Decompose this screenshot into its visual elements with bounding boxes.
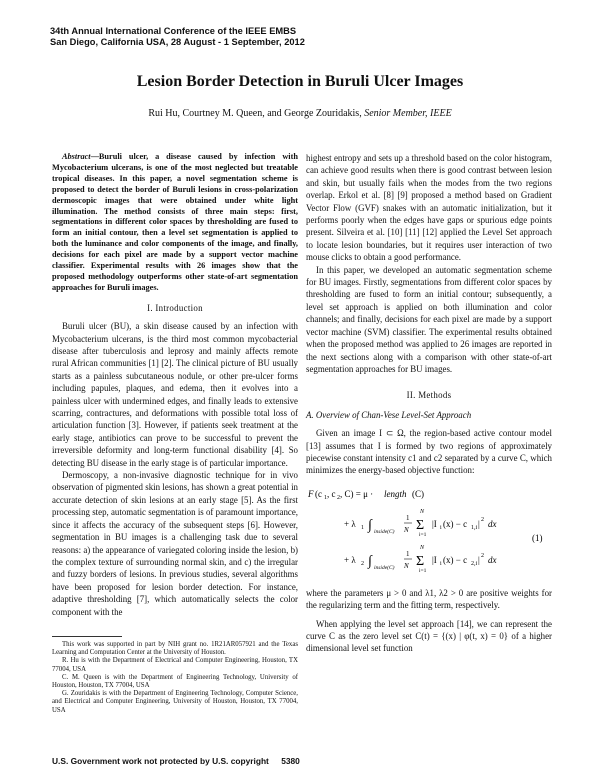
svg-text:(c: (c xyxy=(315,488,322,499)
author-names: Rui Hu, Courtney M. Queen, and George Zouridakis, xyxy=(148,108,362,119)
right-paragraph-2: In this paper, we developed an automatic segmentation scheme for BU images. Firstly, segmentations from different color spaces by thresholding are fused to form an initial contour; subsequently, a level set approach is applied on both illumination and color channels; and finally, decisions for each pixel are made by a support vector machine (SVM) classifier. The experimental results obtained when the proposed method was applied to 26 images are reported in the next sections along with a comparison with other state-of-art segmentation approaches for BU images. xyxy=(306,264,552,374)
svg-text:i: i xyxy=(440,560,442,567)
svg-text:1: 1 xyxy=(406,513,410,522)
footnotes xyxy=(52,636,298,715)
svg-text:length: length xyxy=(384,488,407,499)
svg-text:1: 1 xyxy=(361,524,364,531)
svg-text:|: | xyxy=(478,518,480,529)
footnote-rule xyxy=(52,636,122,637)
svg-text:∫: ∫ xyxy=(368,517,372,533)
svg-text:1,i: 1,i xyxy=(471,524,478,531)
svg-text:N: N xyxy=(420,508,425,515)
section-heading-methods: II. Methods xyxy=(406,390,452,401)
equation-number: (1) xyxy=(532,532,543,543)
svg-text:, c: , c xyxy=(327,488,336,499)
svg-text:F: F xyxy=(308,488,314,499)
svg-text:i: i xyxy=(440,524,442,531)
footnote-author-1: R. Hu is with the Department of Electrical and Computer Engineering, Houston, TX 77004, USA xyxy=(52,657,298,673)
right-column xyxy=(306,152,552,655)
equation-graphic xyxy=(306,483,552,579)
svg-text:2: 2 xyxy=(481,516,484,523)
intro-paragraph-2: Dermoscopy, a non-invasive diagnostic technique for in vivo observation of pigmented skin lesions, has shown a great potential in accurate detection of skin lesions at an early stage [5]. As the first processing step, automatic segmentation is of paramount importance, since it affects the accuracy of the subsequent steps [6]. However, segmentation in BU images is a challenging task due to several reasons: a) the appearance of variegated coloring inside the lesion, b) the complex texture of surrounding normal skin, and c) the irregular and fuzzy borders of lesions. In previous studies, several algorithms have been proposed for lesion border detection. For instance, adaptive thresholding [7], which automatically selects the color component with the xyxy=(52,470,298,617)
abstract-label: Abstract xyxy=(62,152,91,161)
page-footer xyxy=(52,756,300,766)
paper-title: Lesion Border Detection in Buruli Ulcer Images xyxy=(136,73,464,90)
svg-text:2: 2 xyxy=(337,494,340,501)
svg-text:N: N xyxy=(404,525,409,534)
svg-text:(x) − c: (x) − c xyxy=(443,518,468,529)
svg-text:N: N xyxy=(420,544,425,551)
svg-text:1: 1 xyxy=(406,549,410,558)
page-number: 5380 xyxy=(281,756,300,766)
svg-text:i=1: i=1 xyxy=(419,531,427,538)
copyright-notice: U.S. Government work not protected by U.S. copyright xyxy=(52,756,269,766)
intro-paragraph-1: Buruli ulcer (BU), a skin disease caused by an infection with Mycobacterium ulcerans, is the third most common mycobacterial disease after tuberculosis and leprosy and mainly affects remote rural African communities [1] [2]. The clinical picture of BU usually starts as a painless subcutaneous nodule, or other pre-ulcer forms including papules, plaques, and edema, then it evolves into a painless ulcer with undermined edges, and finally leads to extensive scarring, contractures, and deformations with possible total loss of articulation function [3]. However, if patients seek treatment at the early stage, antibiotics can prove to be successful to prevent the irreversible deformity and long-term functional disability [4]. So detecting BU disease in the early stage is of particular importance. xyxy=(52,321,298,468)
methods-paragraph-2: where the parameters μ > 0 and λ1, λ2 > 0 are positive weights for the regularizing term and the fitting term, respectively. xyxy=(306,587,552,611)
svg-text:+ λ: + λ xyxy=(344,518,356,529)
svg-text:(x) − c: (x) − c xyxy=(443,554,468,565)
svg-text:|I: |I xyxy=(432,554,437,565)
conference-line-2: San Diego, California USA, 28 August - 1 September, 2012 xyxy=(50,37,305,47)
svg-text:|I: |I xyxy=(432,518,437,529)
svg-text:i=1: i=1 xyxy=(419,567,427,574)
svg-text:dx: dx xyxy=(488,554,497,565)
svg-text:2: 2 xyxy=(361,560,364,567)
equation-1 xyxy=(306,483,552,579)
methods-paragraph-1: Given an image I ⊂ Ω, the region-based active contour model [13] assumes that I is formed by two regions of approximately piecewise constant intensity c1 and c2 separated by a curve C, which minimizes the energy-based objective function: xyxy=(306,428,552,476)
subsection-heading-a: A. Overview of Chan-Vese Level-Set Approach xyxy=(306,409,472,420)
footnote-funding: This work was supported in part by NIH grant no. 1R21AR057921 and the Texas Learning and Computation Center at the University of Houston. xyxy=(52,641,298,657)
svg-text:2,i: 2,i xyxy=(471,560,478,567)
right-paragraph-1: highest entropy and sets up a threshold based on the color histogram, can achieve good results when there is good contrast between lesion and skin, but usually fails when the modes from the two regions overlap. Erkol et al. [8] [9] proposed a method based on Gradient Vector Flow (GVF) snakes with an automatic initialization, but it performs poorly when the edges have gaps or spurious edge points present. Silveira et al. [10] [11] [12] applied the Level Set approach to locate lesion boundaries, but it requires user interaction of two mouse clicks to obtain a good performance. xyxy=(306,153,552,263)
methods-paragraph-3: When applying the level set approach [14], we can represent the curve C as the zero level set C(t) = {(x) | φ(t, x) = 0} of a higher dimensional level set function xyxy=(306,618,552,654)
section-heading-introduction: I. Introduction xyxy=(147,302,203,313)
svg-text:1: 1 xyxy=(324,494,327,501)
svg-text:Σ: Σ xyxy=(416,517,425,533)
footnote-author-2: C. M. Queen is with the Department of Engineering Technology, University of Houston, Houston, TX 77004, USA xyxy=(52,673,298,690)
author-affiliation: Senior Member, IEEE xyxy=(364,108,452,119)
svg-text:|: | xyxy=(478,554,480,565)
svg-text:+ λ: + λ xyxy=(344,554,356,565)
svg-text:inside(C): inside(C) xyxy=(374,564,395,571)
conference-header xyxy=(50,26,305,48)
svg-text:dx: dx xyxy=(488,518,497,529)
svg-text:(C): (C) xyxy=(412,488,424,499)
conference-line-1: 34th Annual International Conference of the IEEE EMBS xyxy=(50,26,297,36)
svg-text:Σ: Σ xyxy=(416,553,425,569)
svg-text:N: N xyxy=(404,561,409,570)
svg-text:∫: ∫ xyxy=(368,553,372,569)
left-column xyxy=(52,152,298,618)
author-line xyxy=(0,108,600,119)
svg-text:inside(C): inside(C) xyxy=(374,528,395,535)
abstract-text: —Buruli ulcer, a disease caused by infection with Mycobacterium ulcerans, is one of the most neglected but treatable tropical diseases. In this paper, a novel segmentation scheme is proposed to detect the border of Buruli lesions in cross-polarization dermoscopic images that were obtained under white light illumination. The method consists of three main steps: first, segmentations in different color spaces by thresholding are fused to form an initial contour, then a level set segmentation is applied to both the luminance and color components of the image, and finally, decisions for each pixel are made by a support vector machine classifier. Experimental results with 26 images show that the proposed methodology outperforms other state-of-art segmentation approaches for Buruli images. xyxy=(52,152,298,292)
abstract xyxy=(52,152,298,294)
svg-text:2: 2 xyxy=(481,552,484,559)
footnote-author-3: G. Zouridakis is with the Department of Engineering Technology, Computer Science, and Electrical and Computer Engineering, University of Houston, Houston, TX 77004, USA xyxy=(52,690,298,714)
svg-text:, C) = μ ·: , C) = μ · xyxy=(340,488,374,499)
